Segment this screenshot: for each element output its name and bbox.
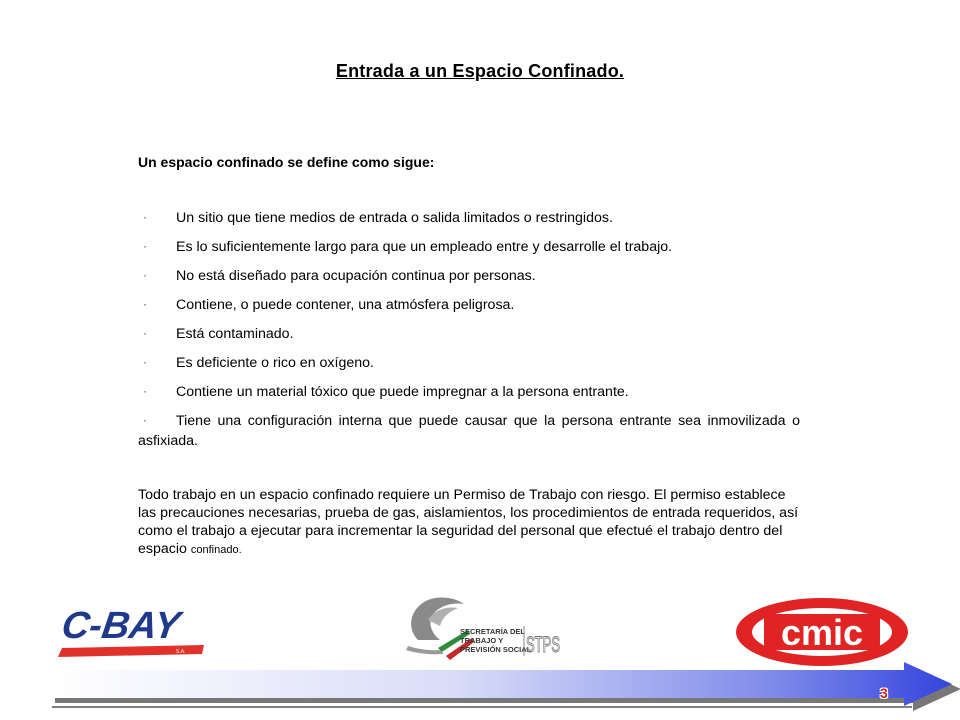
bullet-marker: · [143,384,147,398]
bullet-marker: · [143,413,147,427]
list-item [138,324,800,353]
list-item-text: Contiene, o puede contener, una atmósfera peligrosa. [176,297,515,313]
list-item-text: Contiene un material tóxico que puede impregnar a la persona entrante. [176,384,629,400]
cbay-logo-text: C-BAY [59,604,183,647]
list-item [138,295,800,324]
definition-list [138,208,800,457]
bullet-marker: · [143,210,147,224]
bullet-marker: · [143,326,147,340]
stps-line2: TRABAJO Y [460,636,504,645]
stps-line1: SECRETARÍA DEL [460,627,526,636]
list-item-text: Un sitio que tiene medios de entrada o salida limitados o restringidos. [176,210,613,226]
list-item [138,266,800,295]
cbay-logo-subtext: S.A. [176,649,186,655]
stps-logo [398,590,562,662]
list-item-text: Es lo suficientemente largo para que un empleado entre y desarrolle el trabajo. [176,239,673,255]
bullet-marker: · [143,297,147,311]
cmic-logo [734,596,910,668]
list-item-text: Está contaminado. [176,326,294,342]
bullet-marker: · [143,268,147,282]
intro-heading: Un espacio confinado se define como sigue: [138,154,435,170]
list-item-text: No está diseñado para ocupación continua por personas. [176,268,536,284]
page-title: Entrada a un Espacio Confinado. [335,61,625,81]
stps-acronym: STPS [526,632,560,657]
list-item [138,411,800,457]
bullet-marker: · [143,355,147,369]
bullet-marker: · [143,239,147,253]
list-item-text: Es deficiente o rico en oxígeno. [176,355,374,371]
cbay-logo [56,598,206,660]
list-item [138,382,800,411]
list-item [138,353,800,382]
list-item [138,208,800,237]
stps-line3: PREVISIÓN SOCIAL [460,645,532,654]
list-item-text: Tiene una configuración interna que puede causar que la persona entrante sea inmovilizada o asfixiada. [138,413,800,449]
page-number: 3 [880,685,888,701]
permit-paragraph-tail: confinado. [190,544,242,556]
list-item [138,237,800,266]
permit-paragraph-text: Todo trabajo en un espacio confinado requiere un Permiso de Trabajo con riesgo. El permiso establece las precauciones necesarias, prueba de gas, aislamientos, los procedimientos de entrada requeridos, así como el trabajo a ejecutar para incrementar la seguridad del personal que efectué el trabajo dentro del espacio [138,487,799,557]
cmic-logo-text: cmic [780,612,864,653]
footer-arrow-banner [52,662,960,710]
permit-paragraph [138,486,802,559]
